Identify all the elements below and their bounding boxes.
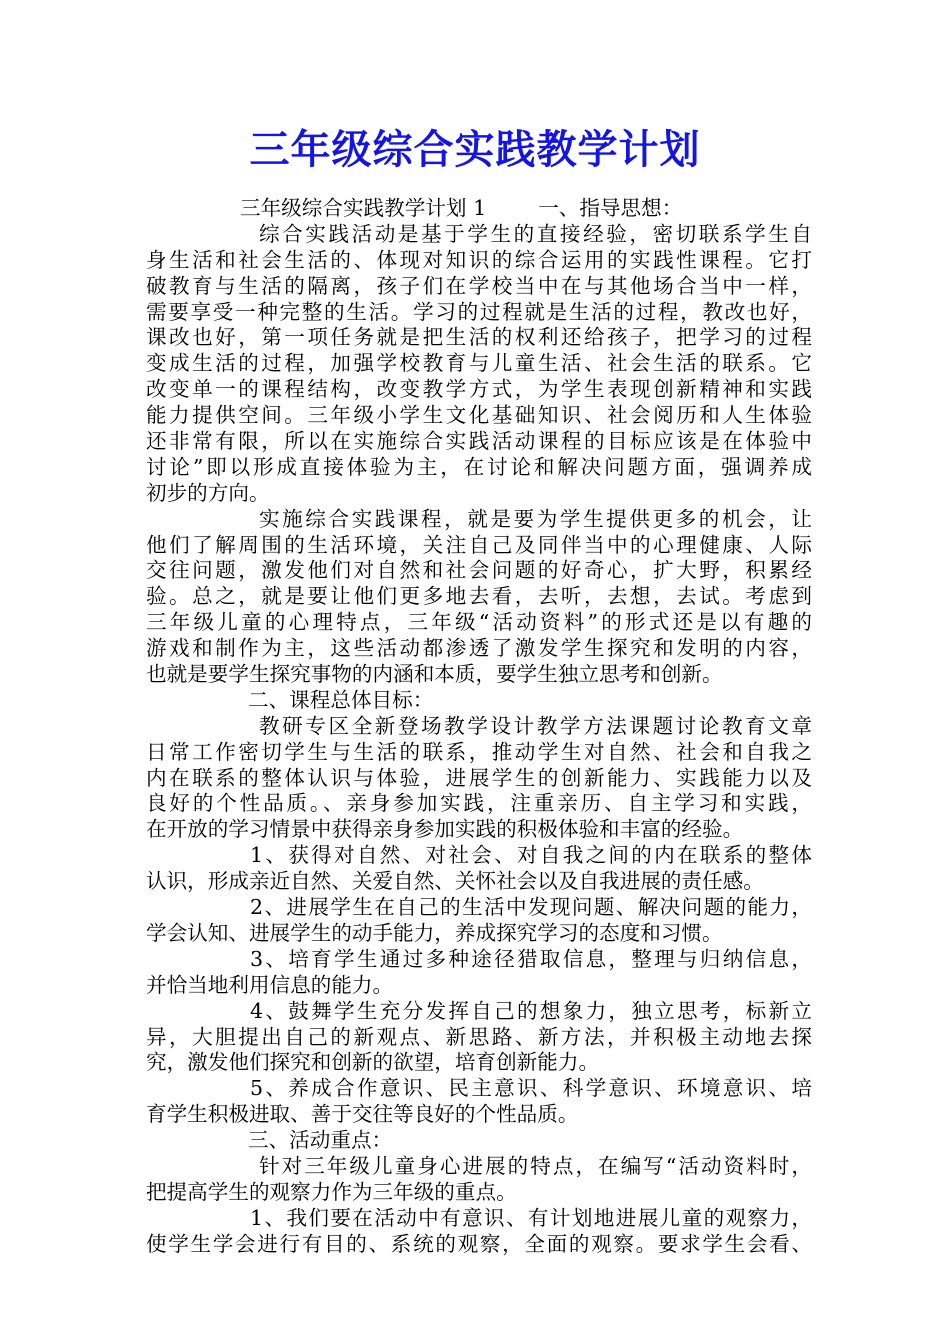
paragraph-line: 能力提供空间。三年级小学生文化基础知识、社会阅历和人生体验: [146, 403, 812, 428]
paragraph-line: 在开放的学习情景中获得亲身参加实践的积极体验和丰富的经验。: [146, 817, 744, 842]
paragraph-line: 1、我们要在活动中有意识、有计划地进展儿童的观察力，: [250, 1205, 812, 1230]
paragraph-line: 二、课程总体目标：: [248, 687, 434, 712]
paragraph-line: 育学生积极进取、善于交往等良好的个性品质。: [146, 1102, 579, 1127]
paragraph-line: 使学生学会进行有目的、系统的观察，全面的观察。要求学生会看、: [146, 1231, 812, 1256]
paragraph-line: 认识，形成亲近自然、关爱自然、关怀社会以及自我进展的责任感。: [146, 869, 764, 894]
document-title: 三年级综合实践教学计划: [249, 127, 701, 173]
paragraph-line: 并恰当地利用信息的能力。: [146, 972, 394, 997]
paragraph-line: 也就是要学生探究事物的内涵和本质，要学生独立思考和创新。: [146, 662, 723, 687]
paragraph-line: 三年级儿童的心理特点，三年级“活动资料”的形式还是以有趣的: [146, 610, 812, 635]
paragraph-line: 良好的个性品质。、亲身参加实践，注重亲历、自主学习和实践，: [146, 791, 812, 816]
paragraph-line: 把提高学生的观察力作为三年级的重点。: [146, 1179, 517, 1204]
paragraph-line: 4、鼓舞学生充分发挥自己的想象力，独立思考，标新立: [250, 998, 812, 1023]
paragraph-line: 破教育与生活的隔离，孩子们在学校当中在与其他场合当中一样，: [146, 273, 812, 298]
paragraph-line: 验。总之，就是要让他们更多地去看，去听，去想，去试。考虑到: [146, 584, 812, 609]
heading-line: [146, 196, 812, 222]
paragraph-line: 内在联系的整体认识与体验，进展学生的创新能力、实践能力以及: [146, 765, 812, 790]
paragraph-line: 教研专区全新登场教学设计教学方法课题讨论教育文章: [259, 713, 812, 738]
paragraph-line: 变成生活的过程，加强学校教育与儿童生活、社会生活的联系。它: [146, 351, 812, 376]
paragraph-line: 身生活和社会生活的、体现对知识的综合运用的实践性课程。它打: [146, 247, 812, 272]
paragraph-line: 初步的方向。: [146, 480, 270, 505]
paragraph-line: 2、进展学生在自己的生活中发现问题、解决问题的能力，: [250, 895, 812, 920]
paragraph-line: 1、获得对自然、对社会、对自我之间的内在联系的整体: [250, 843, 812, 868]
paragraph-line: 课改也好，第一项任务就是把生活的权利还给孩子，把学习的过程: [146, 325, 812, 350]
paragraph-line: 游戏和制作为主，这些活动都渗透了激发学生探究和发明的内容，: [146, 636, 812, 661]
document-body: [146, 196, 812, 1258]
paragraph-line: 究，激发他们探究和创新的欲望，培育创新能力。: [146, 1050, 600, 1075]
plan-heading: 三年级综合实践教学计划 1: [240, 196, 487, 220]
paragraph-line: 三、活动重点：: [248, 1128, 393, 1153]
paragraph-line: 讨论”即以形成直接体验为主，在讨论和解决问题方面，强调养成: [146, 454, 812, 479]
paragraph-line: 学会认知、进展学生的动手能力，养成探究学习的态度和习惯。: [146, 920, 723, 945]
paragraph-line: 5、养成合作意识、民主意识、科学意识、环境意识、培: [250, 1076, 812, 1101]
section-heading-guiding-thought: 一、指导思想：: [538, 196, 683, 220]
paragraph-line: 异，大胆提出自己的新观点、新思路、新方法，并积极主动地去探: [146, 1024, 812, 1049]
paragraph-line: 综合实践活动是基于学生的直接经验，密切联系学生自: [259, 221, 812, 246]
paragraph-line: 日常工作密切学生与生活的联系，推动学生对自然、社会和自我之: [146, 739, 812, 764]
paragraph-line: 针对三年级儿童身心进展的特点，在编写“活动资料时，: [259, 1153, 812, 1178]
paragraph-line: 交往问题，激发他们对自然和社会问题的好奇心，扩大野，积累经: [146, 558, 812, 583]
paragraph-line: 需要享受一种完整的生活。学习的过程就是生活的过程，教改也好，: [146, 299, 812, 324]
paragraph-line: 还非常有限，所以在实施综合实践活动课程的目标应该是在体验中: [146, 429, 812, 454]
paragraph-line: 他们了解周围的生活环境，关注自己及同伴当中的心理健康、人际: [146, 532, 812, 557]
paragraph-line: 实施综合实践课程，就是要为学生提供更多的机会，让: [259, 506, 812, 531]
paragraph-line: 3、培育学生通过多种途径猎取信息，整理与归纳信息，: [250, 946, 812, 971]
paragraph-line: 改变单一的课程结构，改变教学方式，为学生表现创新精神和实践: [146, 377, 812, 402]
